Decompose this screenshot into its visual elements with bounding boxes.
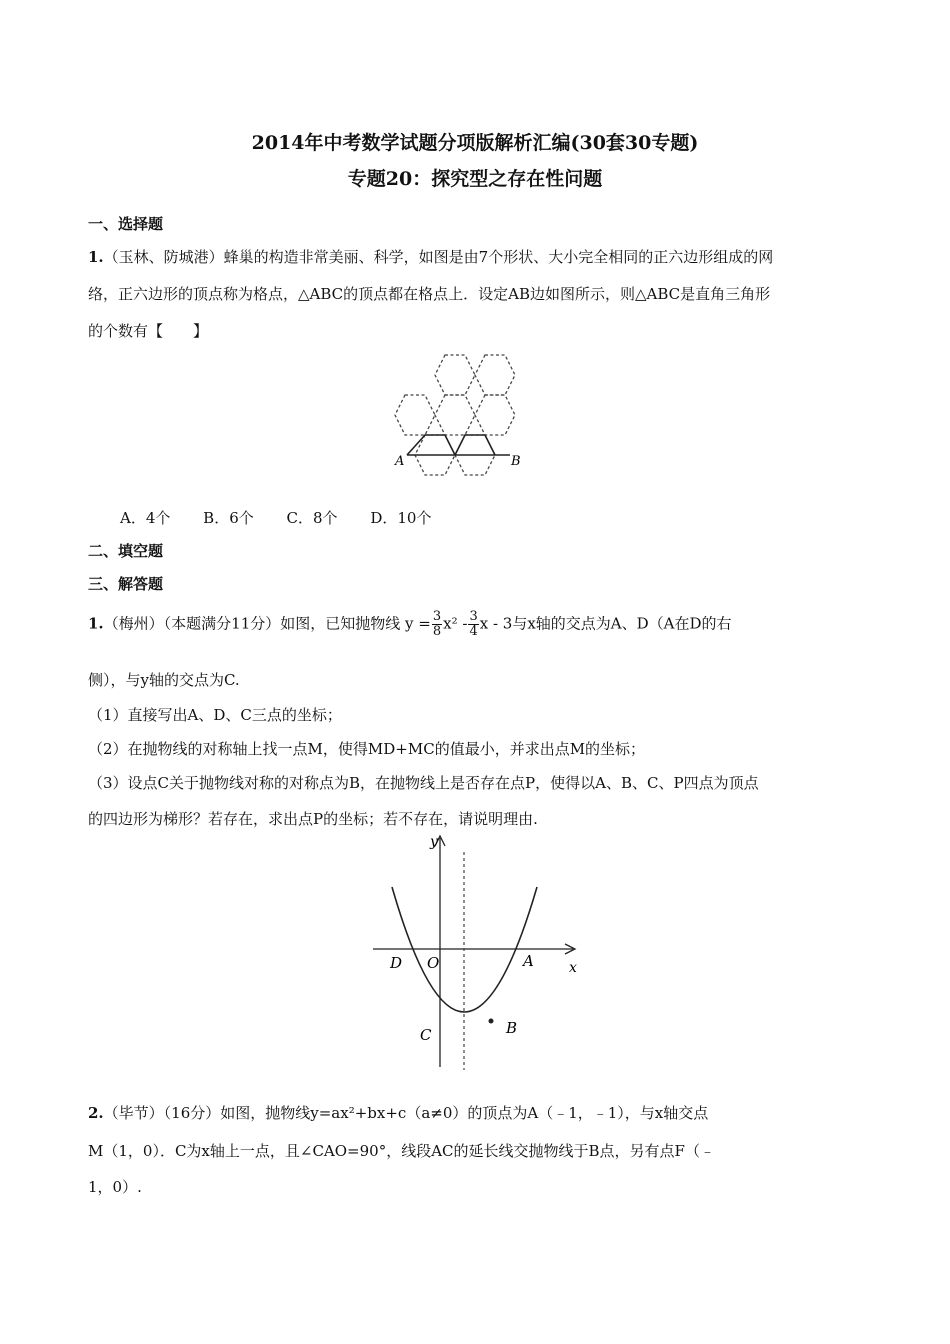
parabola-graph bbox=[365, 832, 590, 1077]
section-heading-solve: 三、解答题 bbox=[88, 575, 164, 593]
option-a: A．4个 bbox=[120, 509, 171, 527]
section-heading-choice: 一、选择题 bbox=[88, 215, 164, 233]
question-number: 1. bbox=[88, 614, 104, 633]
fraction: $\frac{3}{4}$ bbox=[469, 609, 478, 639]
hexagon bbox=[475, 355, 515, 395]
label-c: C bbox=[420, 1026, 432, 1044]
solid-edges bbox=[455, 435, 495, 455]
question-s3-1-line-2: 侧），与y轴的交点为C. bbox=[88, 671, 240, 689]
question-s3-2-line-2: M（1，0）．C为x轴上一点，且∠CAO=90°，线段AC的延长线交抛物线于B点，另有点F（﹣ bbox=[88, 1142, 715, 1160]
label-o: O bbox=[427, 954, 440, 972]
question-s3-1-part-1: （1）直接写出A、D、C三点的坐标； bbox=[88, 706, 342, 724]
question-number: 1. bbox=[88, 248, 104, 266]
label-a: A bbox=[395, 454, 405, 469]
hexagon bbox=[435, 395, 475, 435]
document-subtitle: 专题20：探究型之存在性问题 bbox=[347, 168, 603, 190]
solid-edges bbox=[407, 435, 455, 455]
fraction: $\frac{3}{8}$ bbox=[432, 609, 442, 639]
question-s3-2-line-1: 2.（毕节）（16分）如图，抛物线y=ax²+bx+c（a≠0）的顶点为A（﹣1，﹣1），与x轴交点 bbox=[88, 1104, 709, 1122]
hexagon bbox=[475, 395, 515, 435]
option-d: D．10个 bbox=[370, 509, 432, 527]
label-y: y bbox=[430, 834, 438, 850]
document-title: 2014年中考数学试题分项版解析汇编(30套30专题) bbox=[251, 132, 699, 154]
question-1-line-1: 1.（玉林、防城港）蜂巢的构造非常美丽、科学，如图是由7个形状、大小完全相同的正六边形组成的网 bbox=[88, 248, 774, 266]
label-d: D bbox=[390, 954, 403, 972]
question-number: 2. bbox=[88, 1104, 104, 1122]
point-b bbox=[489, 1019, 494, 1024]
question-s3-1-line-1: 1.（梅州）（本题满分11分）如图，已知抛物线 y = $\frac{3}{8}$ x² - $\frac{3}{4}$ x - 3与x轴的交点为A、D（A在D的右 bbox=[88, 609, 732, 639]
question-1-line-3: 的个数有【 】 bbox=[88, 322, 209, 340]
option-b: B．6个 bbox=[203, 509, 254, 527]
question-s3-1-part-3b: 的四边形为梯形？若存在，求出点P的坐标；若不存在，请说明理由. bbox=[88, 810, 538, 828]
label-a: A bbox=[523, 952, 534, 970]
question-s3-1-part-3a: （3）设点C关于抛物线对称的对称点为B，在抛物线上是否存在点P，使得以A、B、C、P四点为顶点 bbox=[88, 774, 759, 792]
label-b: B bbox=[511, 454, 521, 469]
section-heading-fill: 二、填空题 bbox=[88, 542, 164, 560]
question-1-line-2: 络，正六边形的顶点称为格点，△ABC的顶点都在格点上．设定AB边如图所示，则△ABC是直角三角形 bbox=[88, 285, 771, 303]
hexagon bbox=[435, 355, 475, 395]
answer-options bbox=[120, 507, 459, 528]
question-s3-2-line-3: 1，0）. bbox=[88, 1178, 142, 1196]
option-c: C．8个 bbox=[286, 509, 338, 527]
question-s3-1-part-2: （2）在抛物线的对称轴上找一点M，使得MD+MC的值最小，并求出点M的坐标； bbox=[88, 740, 646, 758]
hexagon bbox=[395, 395, 435, 435]
honeycomb-figure bbox=[385, 350, 550, 500]
label-x: x bbox=[569, 960, 577, 976]
label-b: B bbox=[506, 1019, 518, 1037]
